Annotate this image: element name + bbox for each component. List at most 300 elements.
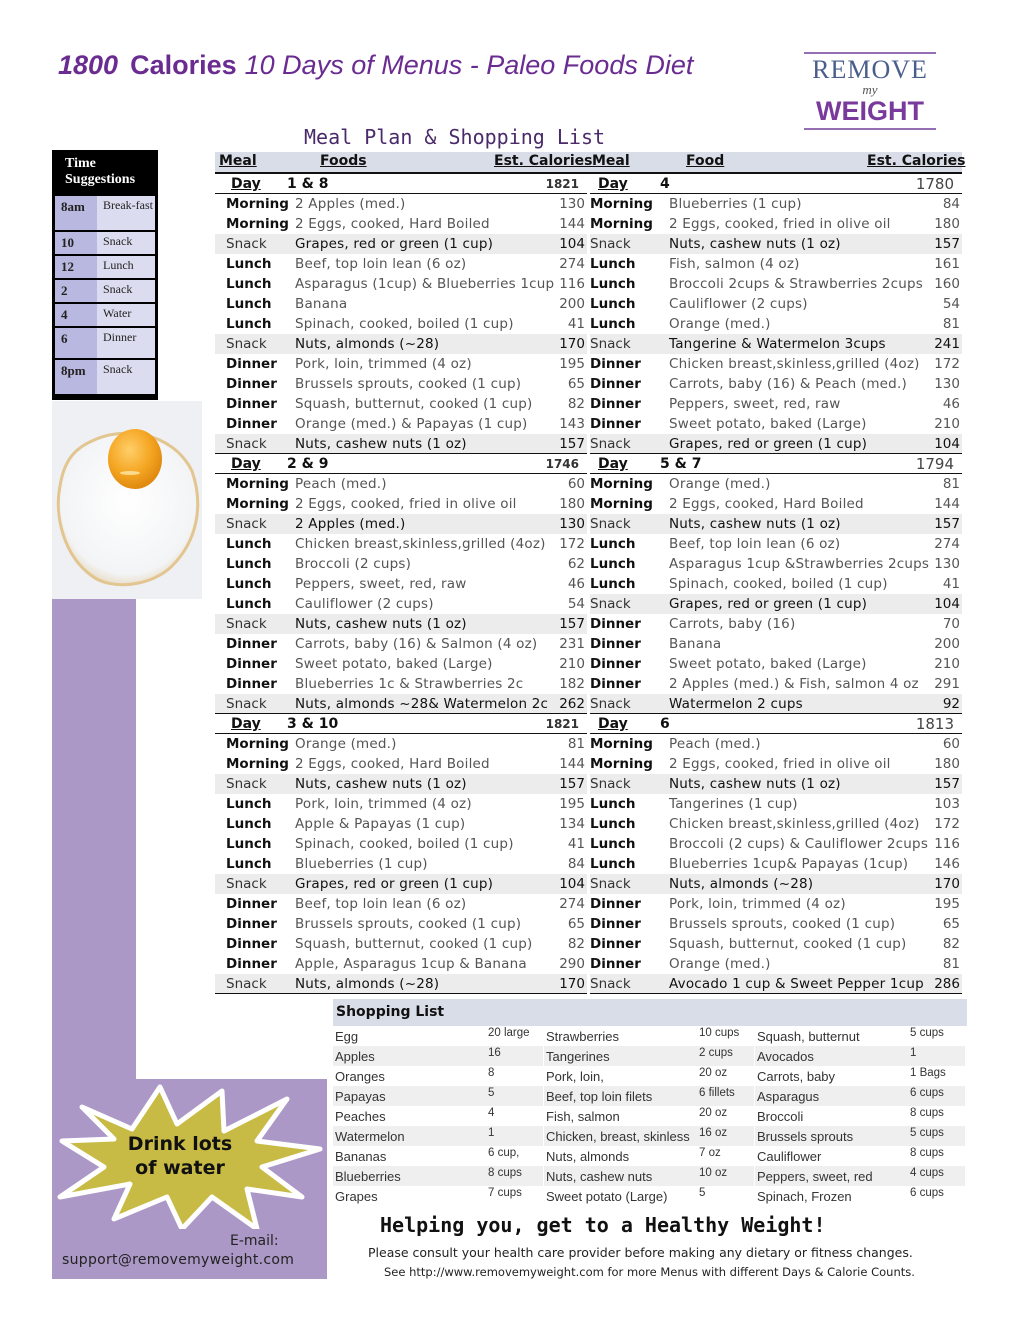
calories: 81 [942, 956, 960, 972]
calories: 286 [934, 976, 960, 992]
calories: 210 [934, 416, 960, 432]
email-link[interactable]: support@removemyweight.com [62, 1252, 295, 1268]
food-item: Carrots, baby (16) [669, 616, 796, 632]
calories-number: 1800 [58, 50, 119, 80]
day-label: Day [231, 456, 261, 472]
calories: 172 [934, 356, 960, 372]
calories: 65 [567, 916, 585, 932]
meal-row [215, 934, 587, 954]
col-cal-right: Est. Calories [867, 153, 966, 169]
disclaimer: Please consult your health care provider before making any dietary or fitness changes. [368, 1245, 913, 1260]
shopping-item-name: Fish, salmon [546, 1109, 620, 1124]
shopping-item [544, 1126, 754, 1146]
meal-type: Lunch [226, 796, 272, 812]
food-item: Cauliflower (2 cups) [295, 596, 434, 612]
meal-row [215, 794, 587, 814]
fried-egg-image [52, 401, 202, 599]
meal-type: Morning [226, 756, 289, 772]
logo-weight: WEIGHT [816, 96, 924, 126]
time-value: 2 [55, 280, 97, 302]
meal-type: Dinner [226, 396, 277, 412]
food-item: Broccoli 2cups & Strawberries 2cups [669, 276, 923, 292]
shopping-column [544, 1026, 754, 1206]
calories: 54 [942, 296, 960, 312]
shopping-item [544, 1146, 754, 1166]
calories: 65 [567, 376, 585, 392]
meal-type: Dinner [226, 896, 277, 912]
calories: 92 [942, 696, 960, 712]
calories: 84 [567, 856, 585, 872]
meal-row [215, 514, 587, 534]
calories: 70 [942, 616, 960, 632]
meal-type: Dinner [226, 416, 277, 432]
calories-word: Calories [130, 50, 237, 80]
shopping-item-name: Asparagus [757, 1089, 820, 1104]
meal-row [215, 914, 587, 934]
calories: 157 [559, 616, 585, 632]
meal-row [590, 434, 962, 454]
day-number: 4 [660, 176, 670, 192]
meal-row [215, 474, 587, 494]
food-item: Apple, Asparagus 1cup & Banana [295, 956, 527, 972]
day-total-calories: 1780 [915, 175, 954, 193]
meal-type: Dinner [590, 916, 641, 932]
shopping-item-name: Spinach, Frozen [757, 1189, 852, 1204]
calories: 81 [567, 736, 585, 752]
meal-row [590, 274, 962, 294]
shopping-item [755, 1186, 965, 1206]
food-item: Tangerines (1 cup) [669, 796, 798, 812]
shopping-list-title: Shopping List [333, 999, 967, 1026]
meal-row [215, 274, 587, 294]
see-more-link[interactable]: See http://www.removemyweight.com for more Menus with different Days & Calorie Counts. [384, 1265, 915, 1279]
shopping-item-name: Sweet potato (Large) [546, 1189, 668, 1204]
calories: 157 [559, 436, 585, 452]
calories: 170 [934, 876, 960, 892]
shopping-item-name: Oranges [335, 1069, 385, 1084]
calories: 84 [942, 196, 960, 212]
day-number: 6 [660, 716, 670, 732]
shopping-item [333, 1186, 543, 1206]
day-number: 5 & 7 [660, 456, 702, 472]
meal-type: Lunch [226, 256, 272, 272]
calories: 130 [559, 516, 585, 532]
meal-type: Dinner [226, 676, 277, 692]
shopping-item-name: Brussels sprouts [757, 1129, 854, 1144]
shopping-item-name: Egg [335, 1029, 359, 1044]
meal-row [215, 354, 587, 374]
calories: 146 [934, 856, 960, 872]
shopping-item-qty: 6 cups [910, 1087, 944, 1099]
food-item: Orange (med.) [295, 736, 397, 752]
day-total-calories: 1821 [545, 717, 579, 731]
food-item: Squash, butternut, cooked (1 cup) [295, 936, 533, 952]
shopping-item-name: Grapes [335, 1189, 378, 1204]
meal-type: Dinner [590, 416, 641, 432]
sidebar-purple-band [52, 599, 136, 1079]
shopping-item-name: Apples [335, 1049, 375, 1064]
meal-type: Lunch [226, 576, 272, 592]
calories: 161 [934, 256, 960, 272]
meal-type: Dinner [226, 916, 277, 932]
time-meal: Lunch [97, 256, 155, 278]
shopping-item [755, 1066, 965, 1086]
food-item: Beef, top loin lean (6 oz) [295, 256, 467, 272]
meal-type: Snack [226, 776, 267, 792]
meal-row [590, 614, 962, 634]
food-item: Grapes, red or green (1 cup) [295, 876, 494, 892]
time-meal: Snack [97, 360, 155, 394]
meal-row [215, 534, 587, 554]
shopping-item [544, 1046, 754, 1066]
calories: 195 [559, 796, 585, 812]
food-item: Grapes, red or green (1 cup) [669, 436, 868, 452]
day-header [590, 174, 962, 194]
food-item: Spinach, cooked, boiled (1 cup) [669, 576, 888, 592]
meal-type: Lunch [590, 316, 636, 332]
calories: 241 [934, 336, 960, 352]
meal-type: Lunch [590, 856, 636, 872]
food-item: Nuts, almonds (~28) [669, 876, 814, 892]
shopping-item-name: Papayas [335, 1089, 386, 1104]
food-item: Pork, loin, trimmed (4 oz) [669, 896, 846, 912]
shopping-item-qty: 1 [488, 1127, 495, 1139]
meal-row [590, 854, 962, 874]
time-row [55, 256, 155, 278]
food-item: Asparagus (1cup) & Blueberries 1cup [295, 276, 555, 292]
meal-row [590, 374, 962, 394]
meal-row [215, 194, 587, 214]
meal-type: Snack [590, 696, 631, 712]
food-item: Sweet potato, baked (Large) [669, 656, 867, 672]
meal-type: Snack [590, 336, 631, 352]
calories: 231 [559, 636, 585, 652]
meal-row [215, 854, 587, 874]
calories: 144 [559, 216, 585, 232]
meal-row [590, 234, 962, 254]
meal-type: Lunch [590, 296, 636, 312]
food-item: Chicken breast,skinless,grilled (4oz) [669, 356, 920, 372]
meal-type: Snack [590, 596, 631, 612]
food-item: 2 Apples (med.) [295, 516, 406, 532]
shopping-item-qty: 8 cups [910, 1107, 944, 1119]
time-value: 8pm [55, 360, 97, 394]
meal-row [590, 634, 962, 654]
food-item: Cauliflower (2 cups) [669, 296, 808, 312]
meal-row [590, 794, 962, 814]
drink-line-1: Drink lots [127, 1133, 233, 1155]
shopping-item-qty: 4 [488, 1107, 495, 1119]
meal-row [215, 974, 587, 994]
time-row [55, 232, 155, 254]
shopping-item-qty: 6 cup, [488, 1147, 520, 1159]
shopping-item-name: Beef, top loin filets [546, 1089, 653, 1104]
day-total-calories: 1821 [545, 177, 579, 191]
meal-type: Snack [590, 516, 631, 532]
calories: 54 [567, 596, 585, 612]
food-item: Asparagus 1cup &Strawberries 2cups [669, 556, 930, 572]
shopping-item-qty: 5 cups [910, 1027, 944, 1039]
food-item: Beef, top loin lean (6 oz) [669, 536, 841, 552]
meal-type: Lunch [226, 836, 272, 852]
calories: 143 [559, 416, 585, 432]
food-item: 2 Eggs, cooked, Hard Boiled [295, 756, 490, 772]
calories: 104 [934, 596, 960, 612]
food-item: Carrots, baby (16) & Salmon (4 oz) [295, 636, 538, 652]
calories: 130 [934, 376, 960, 392]
meal-type: Morning [226, 476, 289, 492]
food-item: Fish, salmon (4 oz) [669, 256, 800, 272]
shopping-item-qty: 8 cups [910, 1147, 944, 1159]
time-meal: Snack [97, 232, 155, 254]
meal-type: Dinner [590, 636, 641, 652]
calories: 180 [559, 496, 585, 512]
calories: 116 [934, 836, 960, 852]
shopping-item [544, 1086, 754, 1106]
food-item: 2 Eggs, cooked, Hard Boiled [669, 496, 864, 512]
food-item: Nuts, almonds ~28& Watermelon 2c [295, 696, 549, 712]
col-meal-left: Meal [219, 153, 257, 169]
meal-row [590, 514, 962, 534]
food-item: Banana [669, 636, 722, 652]
meal-type: Dinner [226, 956, 277, 972]
meal-row [590, 734, 962, 754]
calories: 157 [934, 236, 960, 252]
shopping-item-qty: 7 oz [699, 1147, 721, 1159]
calories: 291 [934, 676, 960, 692]
calories: 160 [934, 276, 960, 292]
meal-type: Lunch [590, 256, 636, 272]
meal-row [215, 754, 587, 774]
tagline: Helping you, get to a Healthy Weight! [380, 1213, 826, 1237]
shopping-item-qty: 10 cups [699, 1027, 740, 1039]
meal-row [215, 734, 587, 754]
meal-type: Morning [590, 496, 653, 512]
food-item: Nuts, almonds (~28) [295, 336, 440, 352]
col-cal-left: Est. Calories [494, 153, 593, 169]
fried-egg-icon [52, 401, 202, 599]
day-label: Day [231, 716, 261, 732]
day-label: Day [231, 176, 261, 192]
shopping-item [755, 1106, 965, 1126]
drink-line-2: of water [135, 1157, 225, 1179]
calories: 82 [942, 936, 960, 952]
calories: 104 [559, 236, 585, 252]
time-meal: Snack [97, 280, 155, 302]
calories: 180 [934, 756, 960, 772]
meal-type: Dinner [226, 376, 277, 392]
shopping-item-name: Strawberries [546, 1029, 619, 1044]
shopping-item-qty: 8 [488, 1067, 495, 1079]
meal-type: Dinner [226, 356, 277, 372]
shopping-item-qty: 20 oz [699, 1107, 728, 1119]
calories: 182 [559, 676, 585, 692]
meal-type: Snack [590, 236, 631, 252]
shopping-item [755, 1046, 965, 1066]
shopping-item-name: Peppers, sweet, red [757, 1169, 873, 1184]
meal-row [215, 414, 587, 434]
shopping-column [755, 1026, 965, 1206]
meal-row [590, 294, 962, 314]
meal-row [590, 394, 962, 414]
day-header [215, 174, 587, 194]
meal-row [215, 214, 587, 234]
meal-type: Dinner [226, 936, 277, 952]
food-item: 2 Apples (med.) & Fish, salmon 4 oz [669, 676, 919, 692]
meal-type: Lunch [590, 816, 636, 832]
meal-type: Lunch [590, 276, 636, 292]
meal-type: Dinner [590, 396, 641, 412]
meal-row [590, 594, 962, 614]
food-item: Broccoli (2 cups) & Cauliflower 2cups [669, 836, 929, 852]
food-item: Peppers, sweet, red, raw [669, 396, 841, 412]
calories: 172 [934, 816, 960, 832]
food-item: Beef, top loin lean (6 oz) [295, 896, 467, 912]
meal-type: Snack [226, 236, 267, 252]
food-item: Squash, butternut, cooked (1 cup) [669, 936, 907, 952]
time-row [55, 304, 155, 326]
time-suggestions [52, 150, 158, 400]
shopping-item [755, 1166, 965, 1186]
shopping-item [333, 1166, 543, 1186]
shopping-item [544, 1166, 754, 1186]
meal-type: Lunch [590, 576, 636, 592]
food-item: Pork, loin, trimmed (4 oz) [295, 796, 472, 812]
meal-type: Snack [226, 696, 267, 712]
meal-row [590, 974, 962, 994]
calories: 274 [559, 256, 585, 272]
food-item: Orange (med.) [669, 476, 771, 492]
shopping-item-qty: 16 [488, 1047, 501, 1059]
shopping-item-name: Cauliflower [757, 1149, 822, 1164]
drink-water-callout [110, 1132, 250, 1180]
col-meal-right: Meal [592, 153, 630, 169]
meal-type: Lunch [226, 856, 272, 872]
meal-row [590, 694, 962, 714]
shopping-item-name: Nuts, cashew nuts [546, 1169, 653, 1184]
meal-type: Snack [226, 436, 267, 452]
meal-row [215, 554, 587, 574]
food-item: Blueberries 1c & Strawberries 2c [295, 676, 524, 692]
meal-row [215, 614, 587, 634]
meal-type: Snack [226, 336, 267, 352]
shopping-item-qty: 6 fillets [699, 1087, 735, 1099]
time-row [55, 196, 155, 230]
calories: 130 [559, 196, 585, 212]
food-item: Nuts, cashew nuts (1 oz) [295, 436, 467, 452]
food-item: 2 Apples (med.) [295, 196, 406, 212]
meal-row [590, 674, 962, 694]
shopping-item [333, 1086, 543, 1106]
page-subtitle: 10 Days of Menus - Paleo Foods Diet [244, 50, 694, 80]
section-title: Meal Plan & Shopping List [304, 125, 606, 149]
shopping-item-qty: 16 oz [699, 1127, 728, 1139]
calories: 210 [559, 656, 585, 672]
meal-row [590, 814, 962, 834]
day-number: 2 & 9 [287, 456, 329, 472]
meal-type: Morning [226, 496, 289, 512]
meal-row [215, 294, 587, 314]
shopping-item [333, 1066, 543, 1086]
calories: 134 [559, 816, 585, 832]
meal-type: Snack [226, 876, 267, 892]
calories: 60 [942, 736, 960, 752]
meal-row [590, 934, 962, 954]
day-number: 3 & 10 [287, 716, 339, 732]
meal-type: Dinner [226, 656, 277, 672]
calories: 144 [559, 756, 585, 772]
calories: 170 [559, 976, 585, 992]
calories: 144 [934, 496, 960, 512]
food-item: Peach (med.) [669, 736, 761, 752]
meal-type: Snack [226, 616, 267, 632]
food-item: Nuts, cashew nuts (1 oz) [669, 236, 841, 252]
food-item: Orange (med.) [669, 316, 771, 332]
meal-row [215, 334, 587, 354]
day-total-calories: 1746 [545, 457, 579, 471]
remove-my-weight-logo [800, 50, 940, 145]
food-item: Chicken breast,skinless,grilled (4oz) [295, 536, 546, 552]
shopping-item-qty: 5 cups [910, 1127, 944, 1139]
food-item: Orange (med.) & Papayas (1 cup) [295, 416, 528, 432]
meal-type: Morning [590, 736, 653, 752]
menu-column-left [215, 174, 587, 994]
meal-type: Dinner [226, 636, 277, 652]
shopping-item-qty: 20 large [488, 1027, 530, 1039]
meal-type: Lunch [226, 316, 272, 332]
meal-row [590, 494, 962, 514]
food-item: 2 Eggs, cooked, fried in olive oil [669, 216, 891, 232]
calories: 46 [567, 576, 585, 592]
meal-row [215, 394, 587, 414]
food-item: Spinach, cooked, boiled (1 cup) [295, 316, 514, 332]
shopping-item-qty: 1 [910, 1047, 917, 1059]
shopping-item-qty: 2 cups [699, 1047, 733, 1059]
calories: 82 [567, 936, 585, 952]
meal-row [215, 954, 587, 974]
shopping-item-qty: 5 [488, 1087, 495, 1099]
meal-type: Morning [226, 216, 289, 232]
calories: 195 [934, 896, 960, 912]
meal-type: Lunch [226, 556, 272, 572]
day-header [215, 714, 587, 734]
food-item: Peach (med.) [295, 476, 387, 492]
meal-row [590, 654, 962, 674]
calories: 65 [942, 916, 960, 932]
meal-row [215, 654, 587, 674]
shopping-item-name: Blueberries [335, 1169, 401, 1184]
calories: 62 [567, 556, 585, 572]
food-item: 2 Eggs, cooked, fried in olive oil [669, 756, 891, 772]
calories: 172 [559, 536, 585, 552]
food-item: Grapes, red or green (1 cup) [295, 236, 494, 252]
meal-row [215, 814, 587, 834]
shopping-item-qty: 4 cups [910, 1167, 944, 1179]
meal-type: Morning [226, 196, 289, 212]
time-value: 8am [55, 196, 97, 230]
meal-type: Lunch [226, 276, 272, 292]
meal-row [590, 194, 962, 214]
food-item: Grapes, red or green (1 cup) [669, 596, 868, 612]
meal-row [215, 894, 587, 914]
meal-type: Morning [590, 216, 653, 232]
time-row [55, 360, 155, 394]
shopping-item [755, 1146, 965, 1166]
meal-row [215, 374, 587, 394]
shopping-item [755, 1126, 965, 1146]
shopping-item-name: Tangerines [546, 1049, 610, 1064]
meal-type: Dinner [590, 676, 641, 692]
